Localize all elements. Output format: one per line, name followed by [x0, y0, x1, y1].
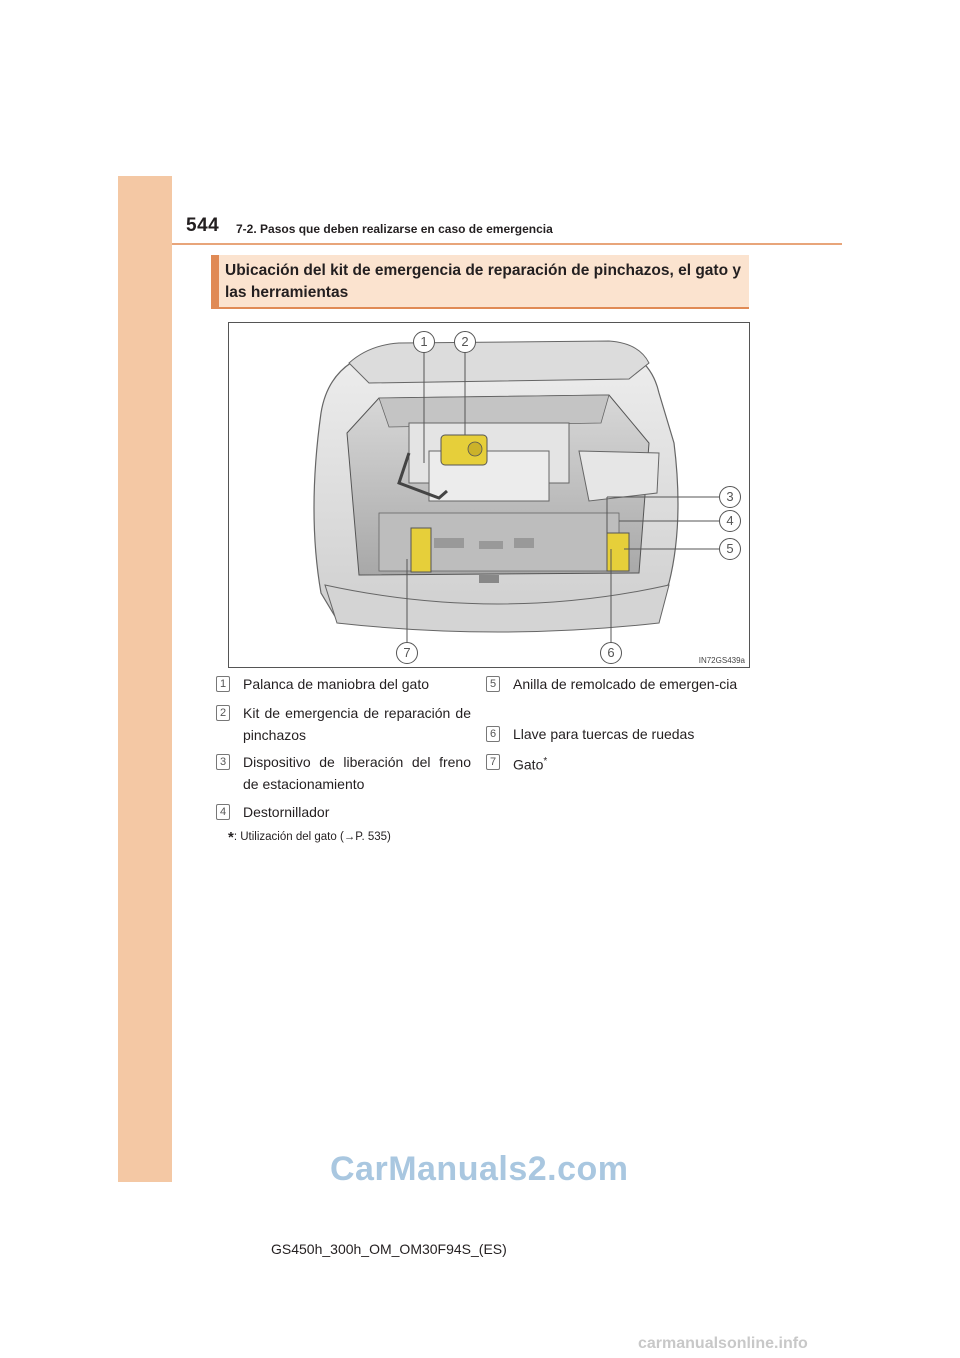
legend-text: Kit de emergencia de reparación de pinchazos	[243, 705, 471, 743]
legend-number: 4	[216, 804, 230, 820]
running-header: 7-2. Pasos que deben realizarse en caso de emergencia	[236, 222, 553, 236]
legend-item-2	[219, 702, 471, 746]
legend-item-3	[219, 751, 471, 795]
header-rule	[172, 243, 842, 245]
callout-6: 6	[600, 642, 622, 664]
legend-text: Llave para tuercas de ruedas	[513, 726, 695, 742]
callout-1: 1	[413, 331, 435, 353]
margin-band	[118, 176, 172, 1182]
callout-2: 2	[454, 331, 476, 353]
legend-number: 1	[216, 676, 230, 692]
legend-number: 2	[216, 705, 230, 721]
footnote-page-link[interactable]: P. 535)	[355, 831, 391, 843]
legend-text-value: Gato	[513, 756, 544, 773]
footnote-marker: *	[543, 756, 548, 767]
footnote-text: : Utilización del gato (	[233, 831, 344, 843]
section-title: Ubicación del kit de emergencia de reparación de pinchazos, el gato y las herramientas	[225, 262, 741, 301]
page-number: 544	[186, 215, 220, 236]
legend-text: Anilla de remolcado de emergen-cia	[513, 676, 738, 692]
callout-4: 4	[719, 510, 741, 532]
callout-3: 3	[719, 486, 741, 508]
callout-7: 7	[396, 642, 418, 664]
section-accent-bar	[211, 255, 219, 307]
legend-item-4	[219, 801, 471, 823]
section-heading-box	[211, 255, 749, 309]
arrow-icon: →	[343, 831, 356, 843]
legend-item-6	[489, 723, 741, 745]
legend-text	[513, 751, 741, 776]
legend-item-1	[219, 673, 471, 695]
legend-text: Dispositivo de liberación del freno de estacionamiento	[243, 754, 471, 792]
figure-code: IN72GS439a	[698, 656, 745, 665]
legend-item-7	[489, 751, 741, 776]
watermark-bottom: carmanualsonline.info	[638, 1335, 808, 1352]
legend-number: 6	[486, 726, 500, 742]
callout-5: 5	[719, 538, 741, 560]
footnote	[228, 829, 391, 846]
legend-number: 3	[216, 754, 230, 770]
legend-text: Destornillador	[243, 804, 330, 820]
footnote-star: *	[228, 829, 234, 846]
trunk-illustration	[228, 322, 750, 668]
trunk-drawing	[229, 323, 749, 667]
legend-item-5	[489, 673, 741, 695]
legend-number: 5	[486, 676, 500, 692]
legend-number: 7	[486, 754, 500, 770]
watermark: CarManuals2.com	[330, 1150, 629, 1188]
footer-code: GS450h_300h_OM_OM30F94S_(ES)	[271, 1241, 507, 1257]
legend-text: Palanca de maniobra del gato	[243, 676, 430, 692]
